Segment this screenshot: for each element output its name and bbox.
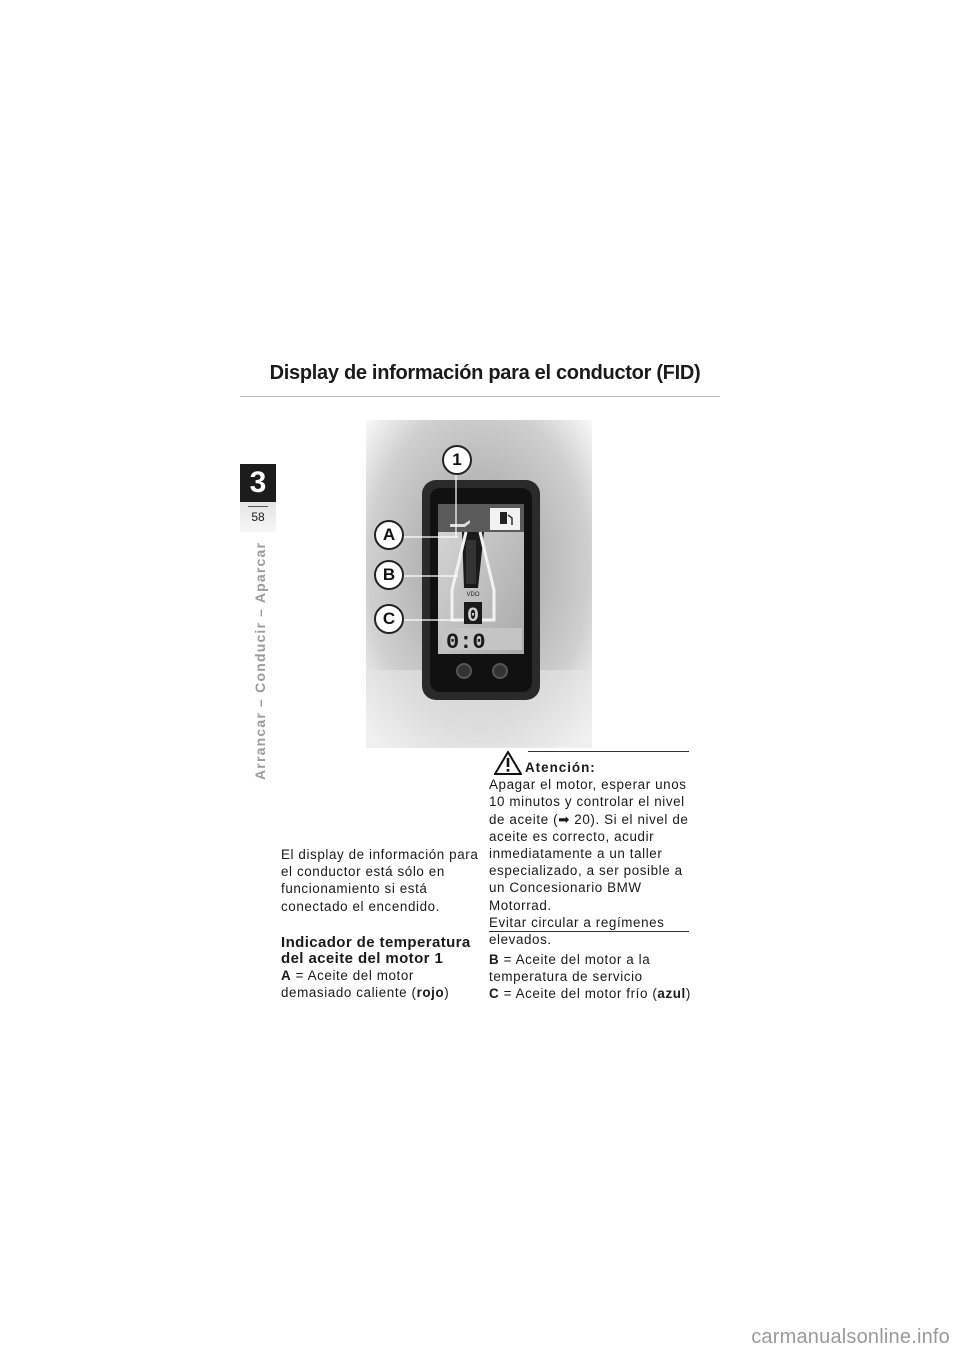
callout-1: 1 [442,445,472,475]
item-b [489,951,691,985]
clock-readout: 0:0 [446,630,486,655]
item-a [281,967,479,1001]
vdo-logo: VDO [466,592,480,598]
item-c-text: = Aceite del motor frío ( [499,986,658,1001]
warning-top-rule [528,751,689,752]
temperature-bars [466,540,476,584]
warning-bottom-rule [489,931,689,932]
section-heading: Indicador de temperatura del aceite del motor 1 [281,934,471,967]
intro-paragraph: El display de información para el conductor está sólo en funcionamiento si está conectado el encendido. [281,847,479,914]
gear-digit: 0 [466,605,480,628]
item-c-color: azul [657,986,686,1001]
item-c-key: C [489,986,500,1001]
right-button [493,664,507,678]
item-a-text: = Aceite del motor demasiado caliente ( [281,968,417,1001]
item-b-text: = Aceite del motor a la temperatura de servicio [489,952,651,985]
item-a-color: rojo [416,985,445,1001]
warning-text [489,776,691,914]
chapter-side-caption: Arrancar – Conducir – Aparcar [252,541,268,780]
arrow-icon: ➡ [558,811,570,827]
watermark: carmanualsonline.info [751,1326,950,1348]
title-divider [240,396,720,397]
warning-text-1: Apagar el motor, esperar unos 10 minutos y controlar el nivel de aceite ( [489,777,687,827]
left-button [457,664,471,678]
callout-a: A [374,520,404,550]
item-b-key: B [489,952,500,967]
page-title: Display de información para el conductor (FID) [269,362,701,384]
chapter-tab: 3 [240,464,276,502]
page-number: 58 [251,510,265,524]
item-c-end: ) [685,986,691,1001]
warning-block [489,759,691,948]
oil-temperature-section [281,935,479,1001]
item-c [489,985,691,1002]
item-a-end: ) [444,985,450,1001]
page-number-box [240,502,276,532]
callout-c: C [374,604,404,634]
warning-ref: 20). Si el nivel de aceite es correcto, acudir inmediatamente a un taller especializado, a ser posible a un Concesionario BMW Motorrad. [489,811,689,913]
warning-title: Atención: [525,760,596,775]
warning-text-2: Evitar circular a regímenes elevados. [489,914,665,948]
page-number-rule [248,506,268,507]
callout-b: B [374,560,404,590]
item-a-key: A [281,968,292,983]
